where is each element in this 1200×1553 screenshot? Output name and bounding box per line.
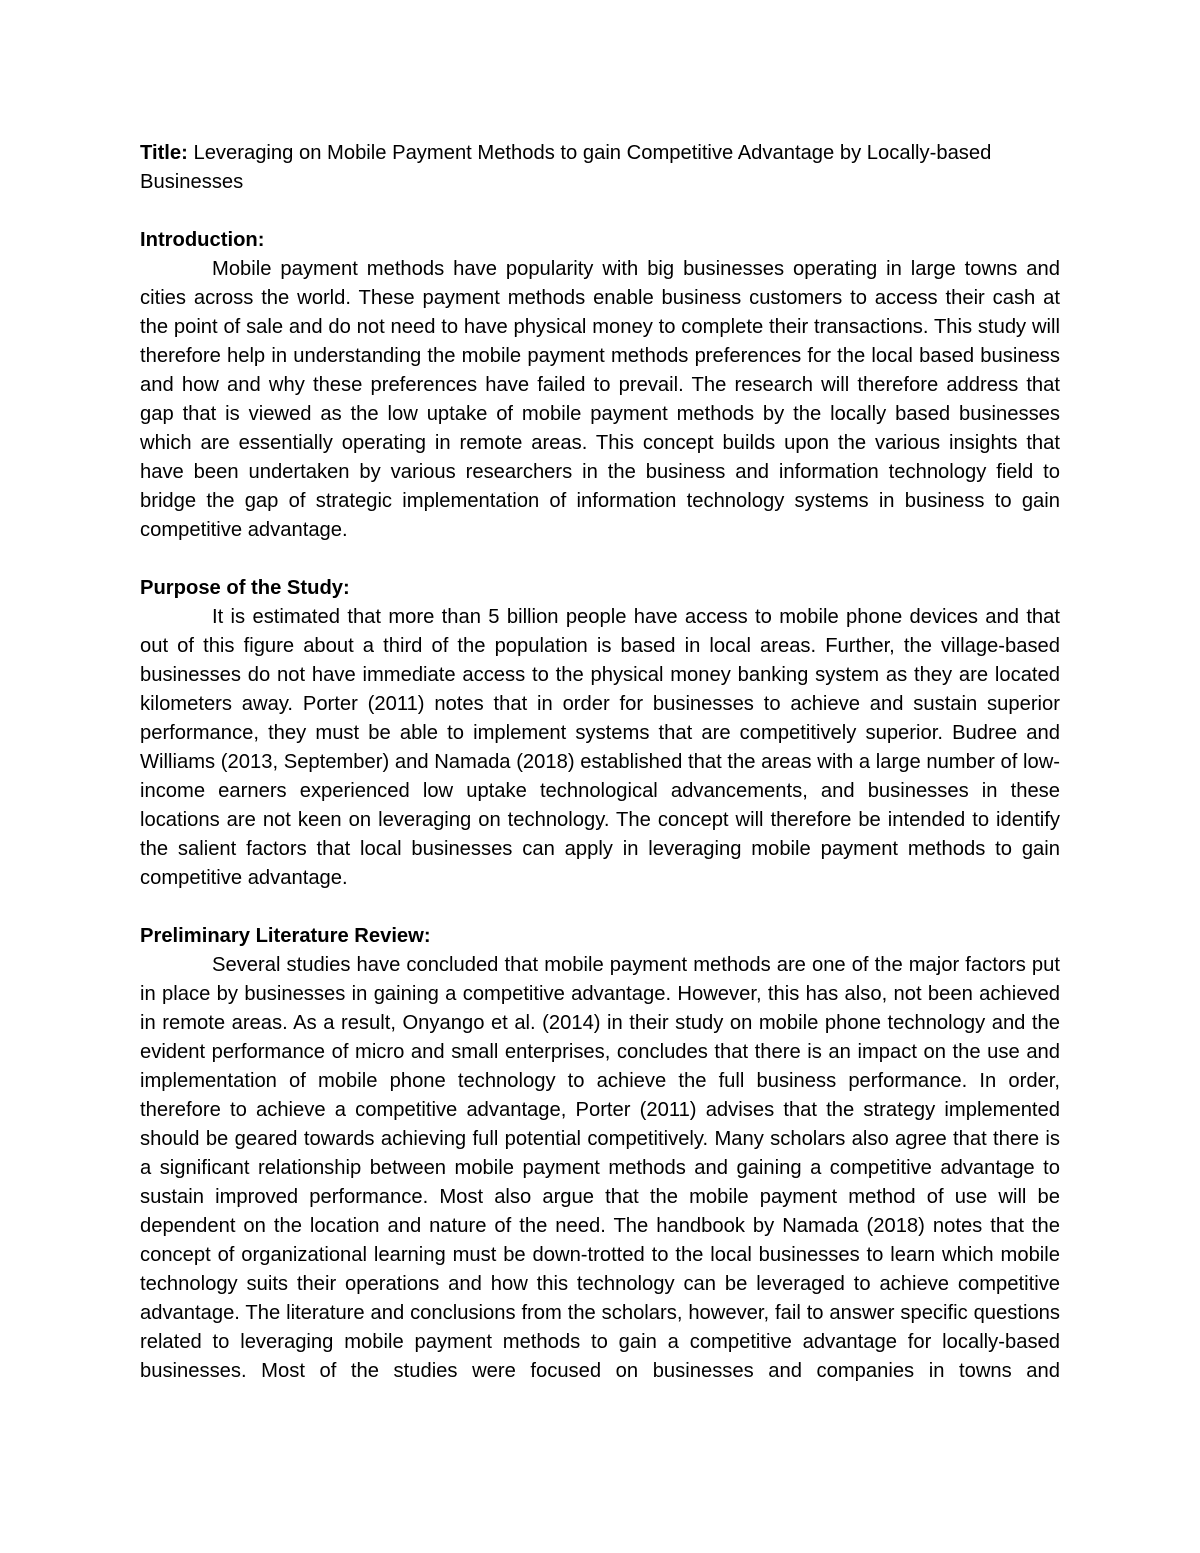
section-literature-review [140, 922, 1060, 1386]
section-heading-introduction: Introduction: [140, 229, 265, 251]
section-body-literature-review: Several studies have concluded that mobile payment methods are one of the major factors put in place by businesses in gaining a competitive advantage. However, this has also, not been achieved in remote areas. As a result, Onyango et al. (2014) in their study on mobile phone technology and the evident performance of micro and small enterprises, concludes that there is an impact on the use and implementation of mobile phone technology to achieve the full business performance. In order, therefore to achieve a competitive advantage, Porter (2011) advises that the strategy implemented should be geared towards achieving full potential competitively. Many scholars also agree that there is a significant relationship between mobile payment methods and gaining a competitive advantage to sustain improved performance. Most also argue that the mobile payment method of use will be dependent on the location and nature of the need. The handbook by Namada (2018) notes that the concept of organizational learning must be down-trotted to the local businesses to learn which mobile technology suits their operations and how this technology can be leveraged to achieve competitive advantage. The literature and conclusions from the scholars, however, fail to answer specific questions related to leveraging mobile payment methods to gain a competitive advantage for locally-based businesses. Most of the studies were focused on businesses and companies in towns and [140, 954, 1060, 1382]
title-label: Title: [140, 142, 188, 164]
document-title [140, 139, 1060, 197]
section-body-introduction: Mobile payment methods have popularity with big businesses operating in large towns and cities across the world. These payment methods enable business customers to access their cash at the point of sale and do not need to have physical money to complete their transactions. This study will therefore help in understanding the mobile payment methods preferences for the local based business and how and why these preferences have failed to prevail. The research will therefore address that gap that is viewed as the low uptake of mobile payment methods by the locally based businesses which are essentially operating in remote areas. This concept builds upon the various insights that have been undertaken by various researchers in the business and information technology field to bridge the gap of strategic implementation of information technology systems in business to gain competitive advantage. [140, 258, 1060, 541]
document-page [140, 139, 1060, 1386]
title-text: Leveraging on Mobile Payment Methods to gain Competitive Advantage by Locally-based Businesses [140, 142, 992, 193]
section-introduction [140, 226, 1060, 545]
section-purpose [140, 574, 1060, 893]
section-body-purpose: It is estimated that more than 5 billion people have access to mobile phone devices and that out of this figure about a third of the population is based in local areas. Further, the village-based businesses do not have immediate access to the physical money banking system as they are located kilometers away. Porter (2011) notes that in order for businesses to achieve and sustain superior performance, they must be able to implement systems that are competitively superior. Budree and Williams (2013, September) and Namada (2018) established that the areas with a large number of low-income earners experienced low uptake technological advancements, and businesses in these locations are not keen on leveraging on technology. The concept will therefore be intended to identify the salient factors that local businesses can apply in leveraging mobile payment methods to gain competitive advantage. [140, 606, 1060, 889]
section-heading-purpose: Purpose of the Study: [140, 577, 350, 599]
section-heading-literature-review: Preliminary Literature Review: [140, 925, 431, 947]
